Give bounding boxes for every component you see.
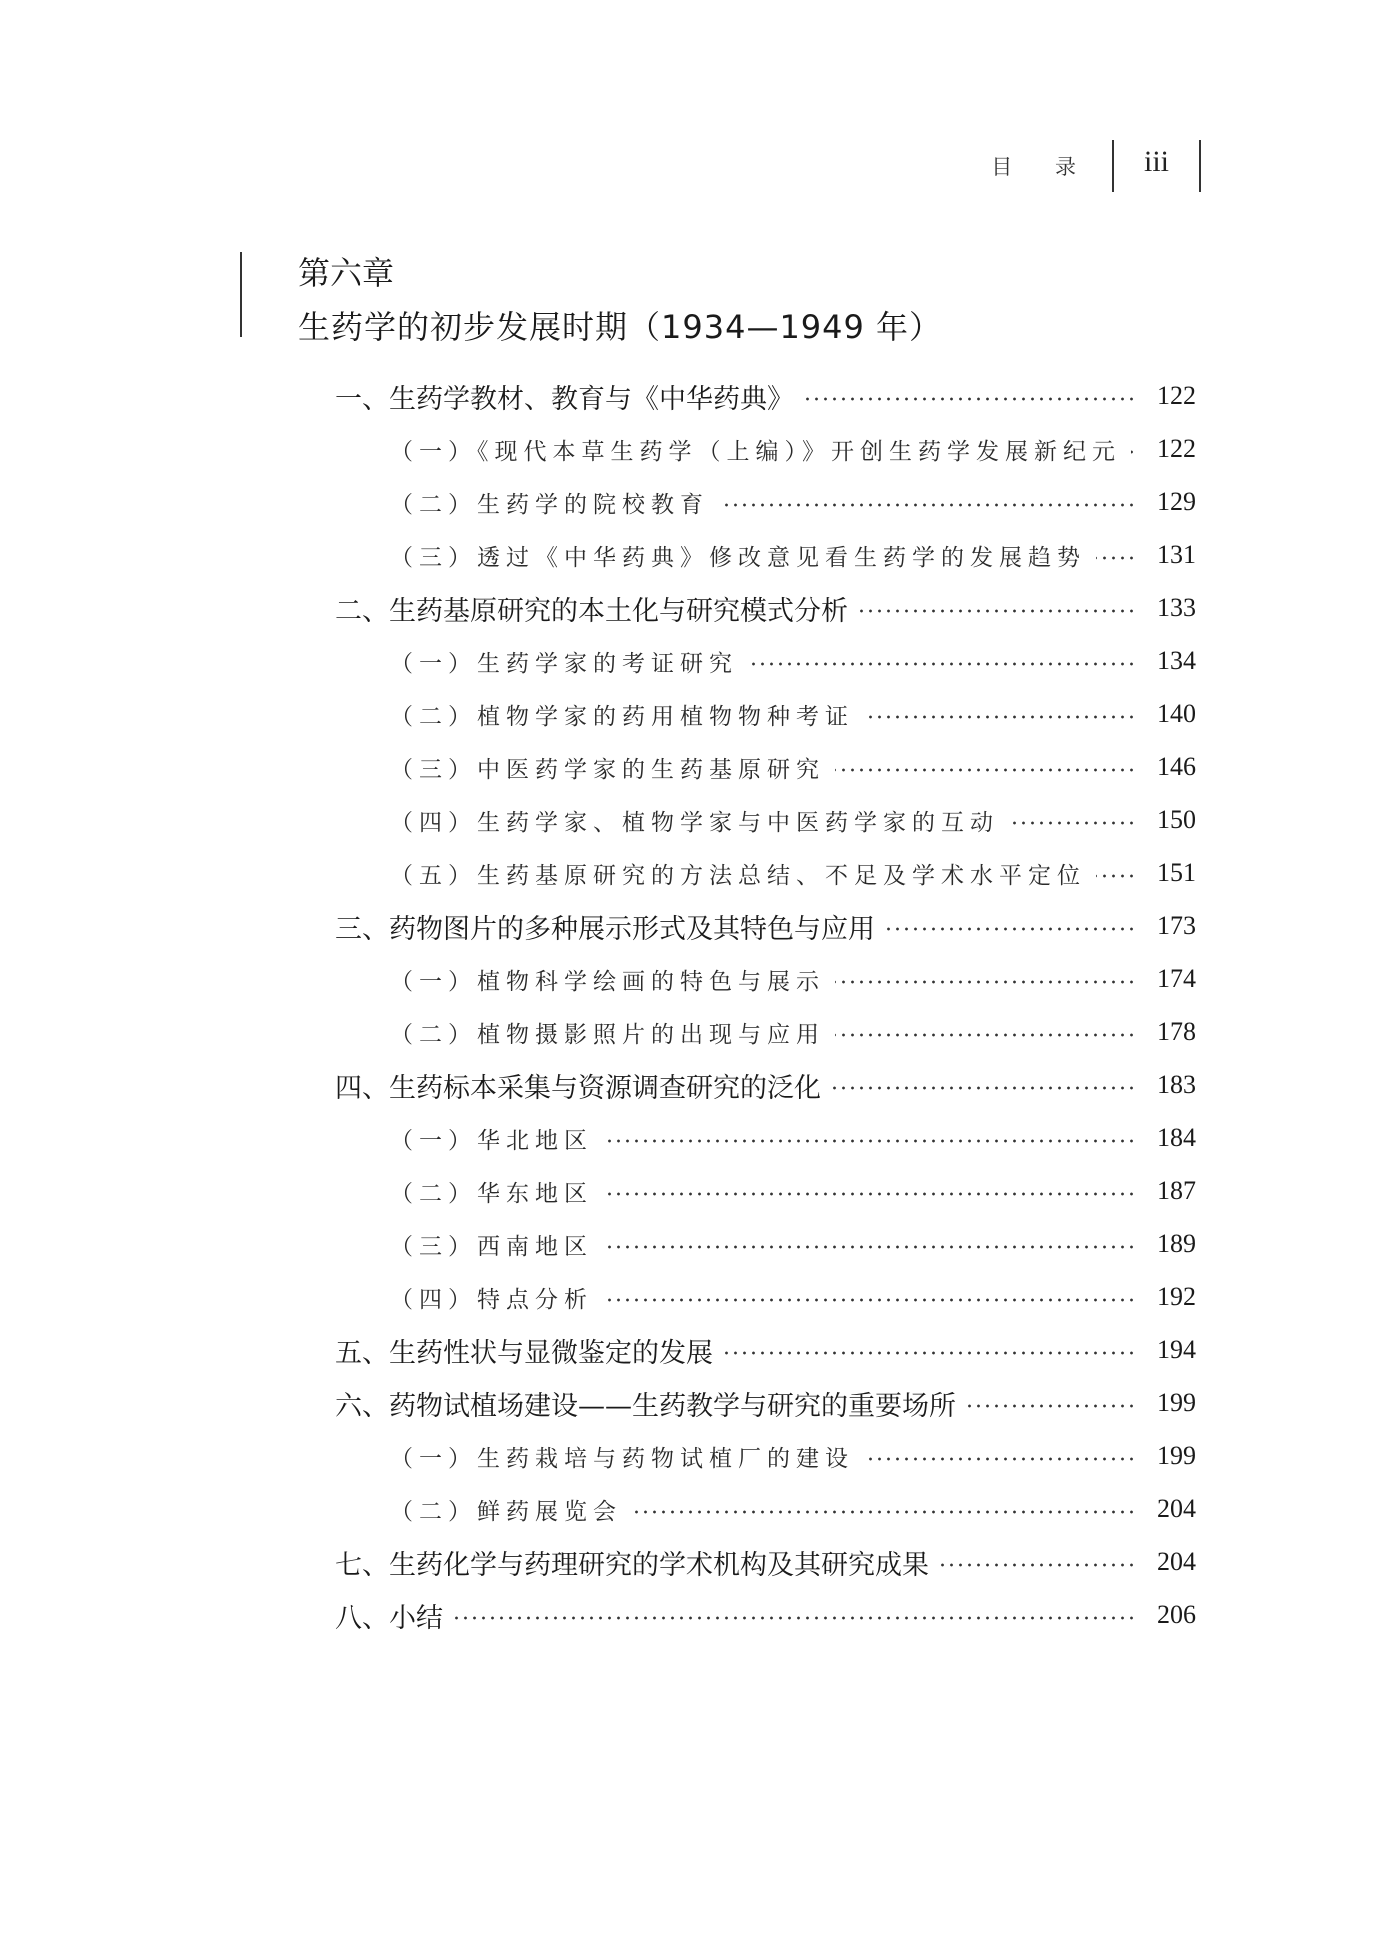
toc-page-number: 199 xyxy=(1157,1388,1196,1417)
toc-subsection-entry xyxy=(390,635,1196,687)
toc-subsection-entry xyxy=(390,688,1196,740)
toc-entry-title: （四）特点分析 xyxy=(390,1286,593,1313)
toc-section-entry xyxy=(335,1324,1196,1376)
toc-subsection-entry xyxy=(390,1430,1196,1482)
toc-subsection-entry xyxy=(390,1112,1196,1164)
toc-dot-leader xyxy=(632,1510,1136,1514)
toc-entry-title: （二）生药学的院校教育 xyxy=(390,491,709,518)
toc-dot-leader xyxy=(831,1086,1136,1090)
toc-page-number: 133 xyxy=(1157,593,1196,622)
toc-dot-leader xyxy=(1096,556,1136,560)
toc-entry-title: （二）植物摄影照片的出现与应用 xyxy=(390,1021,825,1048)
toc-entry-title: （二）华东地区 xyxy=(390,1180,593,1207)
header-section-label: 目 录 xyxy=(991,155,1094,179)
toc-dot-leader xyxy=(603,1245,1136,1249)
toc-entry-title: （一）华北地区 xyxy=(390,1127,593,1154)
toc-page-number: 187 xyxy=(1157,1176,1196,1205)
toc-dot-leader xyxy=(864,1457,1136,1461)
toc-subsection-entry xyxy=(390,1006,1196,1058)
toc-subsection-entry xyxy=(390,1165,1196,1217)
toc-entry-title: （三）西南地区 xyxy=(390,1233,593,1260)
toc-section-entry xyxy=(335,1059,1196,1111)
toc-dot-leader xyxy=(603,1192,1136,1196)
toc-page-number: 129 xyxy=(1157,487,1196,516)
toc-dot-leader xyxy=(966,1404,1136,1408)
header-page-number: iii xyxy=(1143,145,1169,178)
toc-dot-leader xyxy=(885,927,1136,931)
toc-dot-leader xyxy=(835,768,1136,772)
running-header xyxy=(991,140,1201,192)
toc-subsection-entry xyxy=(390,1271,1196,1323)
toc-entry-title: （四）生药学家、植物学家与中医药学家的互动 xyxy=(390,809,999,836)
toc-dot-leader xyxy=(719,503,1136,507)
toc-entry-title: （五）生药基原研究的方法总结、不足及学术水平定位 xyxy=(390,862,1086,889)
toc-page-number: 146 xyxy=(1157,752,1196,781)
toc-page-number: 174 xyxy=(1157,964,1196,993)
toc-dot-leader xyxy=(804,397,1136,401)
toc-entry-title: （二）植物学家的药用植物物种考证 xyxy=(390,703,854,730)
toc-subsection-entry xyxy=(390,847,1196,899)
toc-page-number: 140 xyxy=(1157,699,1196,728)
toc-subsection-entry xyxy=(390,953,1196,1005)
toc-page-number: 122 xyxy=(1157,434,1196,463)
toc-entry-title: （一）生药栽培与药物试植厂的建设 xyxy=(390,1445,854,1472)
toc-section-entry xyxy=(335,900,1196,952)
chapter-number: 第六章 xyxy=(298,254,395,292)
toc-page-number: 184 xyxy=(1157,1123,1196,1152)
toc-entry-title: 八、小结 xyxy=(335,1602,443,1634)
header-divider-right xyxy=(1199,140,1201,192)
toc-entry-title: （一）植物科学绘画的特色与展示 xyxy=(390,968,825,995)
toc-dot-leader xyxy=(453,1616,1136,1620)
toc-page-number: 134 xyxy=(1157,646,1196,675)
header-divider-left xyxy=(1112,140,1114,192)
toc-page-number: 192 xyxy=(1157,1282,1196,1311)
toc-entry-title: （一）《现代本草生药学（上编）》开创生药学发展新纪元 xyxy=(390,438,1121,465)
toc-subsection-entry xyxy=(390,476,1196,528)
toc-entry-title: 一、生药学教材、教育与《中华药典》 xyxy=(335,383,794,415)
toc-dot-leader xyxy=(1009,821,1136,825)
toc-section-entry xyxy=(335,582,1196,634)
toc-section-entry xyxy=(335,370,1196,422)
toc-dot-leader xyxy=(835,1033,1136,1037)
toc-page-number: 173 xyxy=(1157,911,1196,940)
toc-page-number: 183 xyxy=(1157,1070,1196,1099)
toc-entry-title: （二）鲜药展览会 xyxy=(390,1498,622,1525)
toc-entry-title: 二、生药基原研究的本土化与研究模式分析 xyxy=(335,595,848,627)
toc-section-entry xyxy=(335,1377,1196,1429)
toc-entry-title: 四、生药标本采集与资源调查研究的泛化 xyxy=(335,1072,821,1104)
toc-dot-leader xyxy=(858,609,1136,613)
toc-dot-leader xyxy=(1096,874,1136,878)
toc-dot-leader xyxy=(603,1139,1136,1143)
toc-section-entry xyxy=(335,1589,1196,1641)
toc-subsection-entry xyxy=(390,741,1196,793)
toc-page-number: 206 xyxy=(1157,1600,1196,1629)
toc-dot-leader xyxy=(864,715,1136,719)
toc-entry-title: 五、生药性状与显微鉴定的发展 xyxy=(335,1337,713,1369)
toc-page-number: 204 xyxy=(1157,1547,1196,1576)
toc-dot-leader xyxy=(1131,450,1136,454)
toc-page-number: 150 xyxy=(1157,805,1196,834)
toc-subsection-entry xyxy=(390,794,1196,846)
toc-dot-leader xyxy=(723,1351,1136,1355)
toc-entry-title: （三）透过《中华药典》修改意见看生药学的发展趋势 xyxy=(390,544,1086,571)
toc-entry-title: 三、药物图片的多种展示形式及其特色与应用 xyxy=(335,913,875,945)
toc-dot-leader xyxy=(603,1298,1136,1302)
toc-dot-leader xyxy=(939,1563,1136,1567)
toc-section-entry xyxy=(335,1536,1196,1588)
toc-entry-title: （一）生药学家的考证研究 xyxy=(390,650,738,677)
toc-entry-title: 七、生药化学与药理研究的学术机构及其研究成果 xyxy=(335,1549,929,1581)
toc-page-number: 199 xyxy=(1157,1441,1196,1470)
toc-page-number: 151 xyxy=(1157,858,1196,887)
toc-page-number: 194 xyxy=(1157,1335,1196,1364)
toc-page-number: 189 xyxy=(1157,1229,1196,1258)
toc-dot-leader xyxy=(748,662,1136,666)
toc-subsection-entry xyxy=(390,529,1196,581)
toc-page-number: 122 xyxy=(1157,381,1196,410)
chapter-side-rule xyxy=(240,252,242,337)
toc-subsection-entry xyxy=(390,1218,1196,1270)
toc-entry-title: 六、药物试植场建设——生药教学与研究的重要场所 xyxy=(335,1390,956,1422)
toc-entry-title: （三）中医药学家的生药基原研究 xyxy=(390,756,825,783)
toc-page-number: 204 xyxy=(1157,1494,1196,1523)
toc-subsection-entry xyxy=(390,1483,1196,1535)
toc-page-number: 178 xyxy=(1157,1017,1196,1046)
chapter-title: 生药学的初步发展时期（1934—1949 年） xyxy=(298,308,943,346)
toc-subsection-entry xyxy=(390,423,1196,475)
toc-dot-leader xyxy=(835,980,1136,984)
toc-page-number: 131 xyxy=(1157,540,1196,569)
